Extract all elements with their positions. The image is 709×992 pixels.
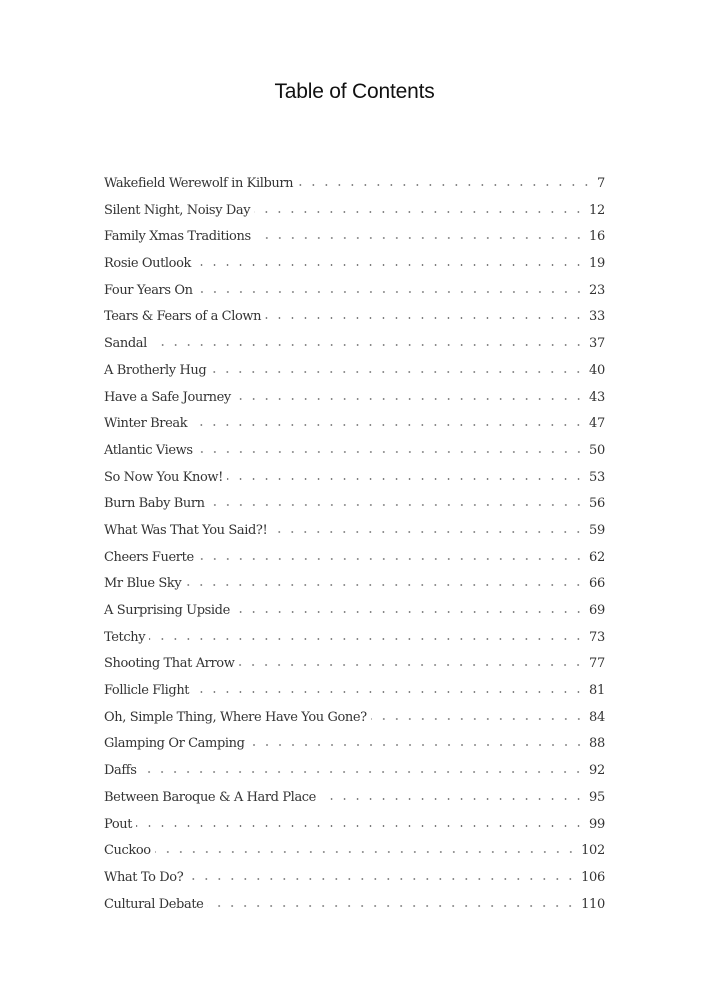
dot-leader	[234, 600, 585, 614]
toc-entry-page-number: 102	[581, 843, 605, 859]
dot-leader	[191, 413, 585, 427]
toc-entry-page-number: 37	[589, 336, 605, 352]
dot-leader	[238, 653, 585, 667]
toc-entry-page-number: 56	[589, 496, 605, 512]
toc-entry[interactable]	[104, 627, 605, 654]
toc-entry-page-number: 43	[589, 389, 605, 405]
dot-leader	[155, 840, 577, 854]
toc-entry[interactable]	[104, 573, 605, 600]
dot-leader	[197, 440, 585, 454]
toc-entry-page-number: 69	[589, 603, 605, 618]
toc-entry-page-number: 19	[589, 256, 605, 272]
toc-entry[interactable]	[104, 173, 605, 200]
toc-entry[interactable]	[104, 760, 605, 787]
toc-entry-title: Wakefield Werewolf in Kilburn	[104, 176, 294, 191]
dot-leader	[193, 680, 585, 694]
toc-entry[interactable]	[104, 600, 605, 627]
toc-entry-title: What To Do?	[104, 869, 184, 885]
dot-leader	[149, 627, 585, 641]
toc-entry[interactable]	[104, 733, 605, 760]
toc-entry[interactable]	[104, 226, 605, 253]
dot-leader	[136, 814, 585, 828]
dot-leader	[207, 894, 577, 908]
toc-entry-title: Follicle Flight	[104, 683, 190, 699]
dot-leader	[209, 493, 585, 507]
toc-entry-page-number: 40	[589, 362, 605, 378]
toc-entry-page-number: 66	[589, 576, 605, 592]
toc-entry-page-number: 95	[589, 789, 605, 805]
toc-entry-title: A Surprising Upside	[104, 603, 230, 618]
toc-entry-page-number: 47	[589, 416, 605, 432]
toc-entry-title: Cuckoo	[104, 843, 151, 859]
toc-entry[interactable]	[104, 360, 605, 387]
toc-entry[interactable]	[104, 787, 605, 814]
toc-entry[interactable]	[104, 520, 605, 547]
toc-entry-title: Winter Break	[104, 416, 188, 432]
toc-entry-page-number: 50	[589, 442, 605, 458]
page-title: Table of Contents	[274, 80, 435, 103]
dot-leader	[320, 787, 585, 801]
dot-leader	[197, 280, 585, 294]
toc-entry-title: Tetchy	[104, 629, 146, 645]
toc-entry[interactable]	[104, 840, 605, 867]
toc-entry[interactable]	[104, 467, 605, 494]
toc-entry-page-number: 7	[597, 176, 605, 191]
dot-leader	[140, 760, 585, 774]
toc-entry-title: Oh, Simple Thing, Where Have You Gone?	[104, 709, 367, 725]
toc-entry-title: Tears & Fears of a Clown	[104, 309, 262, 325]
toc-entry-title: Family Xmas Traditions	[104, 229, 251, 245]
toc-entry[interactable]	[104, 680, 605, 707]
toc-entry-page-number: 62	[589, 549, 605, 565]
dot-leader	[198, 547, 585, 561]
dot-leader	[235, 387, 585, 401]
toc-entry[interactable]	[104, 867, 605, 894]
dot-leader	[151, 333, 585, 347]
toc-entry-title: Rosie Outlook	[104, 256, 192, 272]
toc-entry-title: Silent Night, Noisy Day	[104, 202, 251, 218]
toc-entry[interactable]	[104, 280, 605, 307]
toc-entry[interactable]	[104, 253, 605, 280]
dot-leader	[371, 707, 585, 721]
toc-entry-title: What Was That You Said?!	[104, 522, 268, 538]
toc-entry-title: Burn Baby Burn	[104, 496, 205, 512]
toc-entry-title: Between Baroque & A Hard Place	[104, 789, 316, 805]
toc-entry[interactable]	[104, 440, 605, 467]
toc-entry[interactable]	[104, 413, 605, 440]
table-of-contents	[104, 173, 605, 920]
toc-entry-page-number: 33	[589, 309, 605, 325]
toc-entry[interactable]	[104, 200, 605, 227]
toc-entry-page-number: 16	[589, 229, 605, 245]
toc-entry-title: Shooting That Arrow	[104, 656, 235, 672]
toc-entry-page-number: 92	[589, 763, 605, 779]
dot-leader	[185, 573, 585, 587]
dot-leader	[297, 173, 593, 187]
toc-entry[interactable]	[104, 707, 605, 734]
dot-leader	[271, 520, 585, 534]
toc-entry-title: Pout	[104, 816, 133, 832]
toc-entry[interactable]	[104, 387, 605, 414]
toc-entry-page-number: 99	[589, 816, 605, 832]
toc-entry-title: Cultural Debate	[104, 896, 204, 912]
toc-entry-title: Glamping Or Camping	[104, 736, 245, 752]
toc-entry-page-number: 110	[581, 896, 605, 912]
dot-leader	[210, 360, 585, 374]
toc-entry-title: Cheers Fuerte	[104, 549, 194, 565]
dot-leader	[195, 253, 585, 267]
toc-entry-page-number: 53	[589, 469, 605, 485]
toc-entry[interactable]	[104, 814, 605, 841]
dot-leader	[187, 867, 577, 881]
toc-entry[interactable]	[104, 306, 605, 333]
toc-entry-page-number: 81	[589, 683, 605, 699]
toc-entry-title: Daffs	[104, 763, 137, 779]
dot-leader	[265, 306, 585, 320]
toc-entry-page-number: 59	[589, 522, 605, 538]
toc-entry-title: Mr Blue Sky	[104, 576, 182, 592]
toc-entry-title: So Now You Know!	[104, 469, 223, 485]
toc-entry-page-number: 77	[589, 656, 605, 672]
toc-entry[interactable]	[104, 894, 605, 921]
dot-leader	[249, 733, 586, 747]
toc-entry[interactable]	[104, 653, 605, 680]
toc-entry-page-number: 73	[589, 629, 605, 645]
toc-entry-title: Four Years On	[104, 282, 193, 298]
toc-entry-title: Have a Safe Journey	[104, 389, 231, 405]
toc-entry[interactable]	[104, 547, 605, 574]
toc-entry-page-number: 88	[589, 736, 605, 752]
toc-entry-page-number: 23	[589, 282, 605, 298]
toc-entry-title: Atlantic Views	[104, 442, 193, 458]
toc-entry-page-number: 84	[589, 709, 605, 725]
toc-entry-page-number: 106	[581, 869, 605, 885]
toc-entry-title: A Brotherly Hug	[104, 362, 207, 378]
toc-entry-title: Sandal	[104, 336, 147, 352]
dot-leader	[255, 226, 585, 240]
dot-leader	[254, 200, 585, 214]
toc-entry-page-number: 12	[589, 202, 605, 218]
dot-leader	[227, 467, 585, 481]
toc-entry[interactable]	[104, 333, 605, 360]
toc-entry[interactable]	[104, 493, 605, 520]
